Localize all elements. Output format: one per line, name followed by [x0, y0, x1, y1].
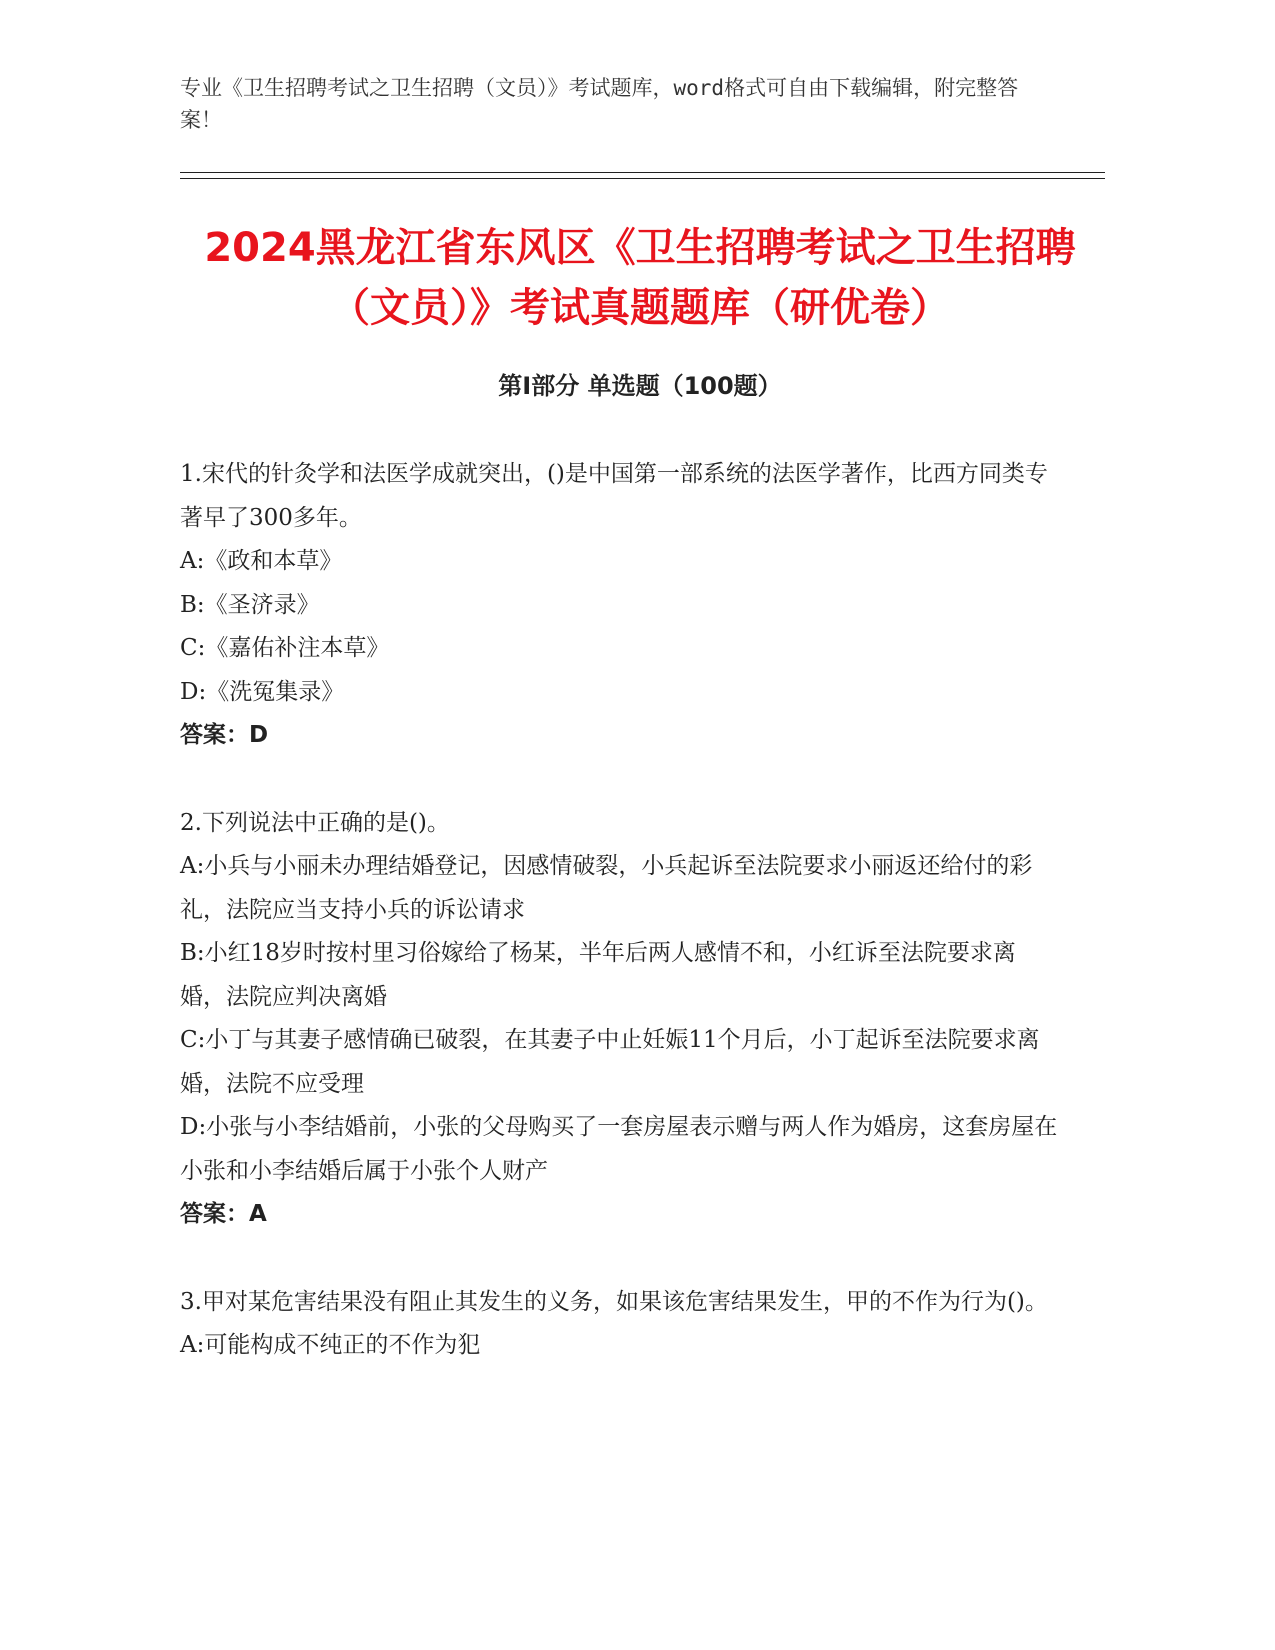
answer: 答案：D [180, 722, 269, 748]
question-2 [180, 802, 1060, 1237]
question-3 [180, 1281, 1060, 1368]
option-c: C:《嘉佑补注本草》 [180, 635, 390, 661]
answer: 答案：A [180, 1201, 267, 1227]
option-c: C:小丁与其妻子感情确已破裂，在其妻子中止妊娠11个月后，小丁起诉至法院要求离婚，法院不应受理 [180, 1027, 1040, 1097]
option-a: A:《政和本草》 [180, 548, 343, 574]
question-1 [180, 453, 1060, 758]
header-note: 专业《卫生招聘考试之卫生招聘（文员）》考试题库，word格式可自由下载编辑，附完整答案！ [180, 76, 1019, 132]
question-stem: 3.甲对某危害结果没有阻止其发生的义务，如果该危害结果发生，甲的不作为行为()。 [180, 1288, 1048, 1315]
header-divider-top [180, 172, 1105, 173]
section-heading: 第Ⅰ部分 单选题（100题） [498, 372, 782, 400]
option-d: D:《洗冤集录》 [180, 678, 345, 705]
option-a: A:小兵与小丽未办理结婚登记，因感情破裂，小兵起诉至法院要求小丽返还给付的彩礼，法院应当支持小兵的诉讼请求 [180, 853, 1033, 923]
option-b: B:小红18岁时按村里习俗嫁给了杨某，半年后两人感情不和，小红诉至法院要求离婚，法院应判决离婚 [180, 940, 1016, 1010]
option-d: D:小张与小李结婚前，小张的父母购买了一套房屋表示赠与两人作为婚房，这套房屋在小张和小李结婚后属于小张个人财产 [180, 1114, 1058, 1184]
option-a: A:可能构成不纯正的不作为犯 [180, 1332, 481, 1358]
option-b: B:《圣济录》 [180, 591, 320, 618]
document-title: 2024黑龙江省东风区《卫生招聘考试之卫生招聘（文员）》考试真题题库（研优卷） [204, 225, 1076, 331]
header-divider-bottom [180, 178, 1105, 179]
question-stem: 1.宋代的针灸学和法医学成就突出，()是中国第一部系统的法医学著作，比西方同类专著早了300多年。 [180, 461, 1048, 531]
question-stem: 2.下列说法中正确的是()。 [180, 809, 450, 836]
question-list [180, 453, 1060, 1412]
